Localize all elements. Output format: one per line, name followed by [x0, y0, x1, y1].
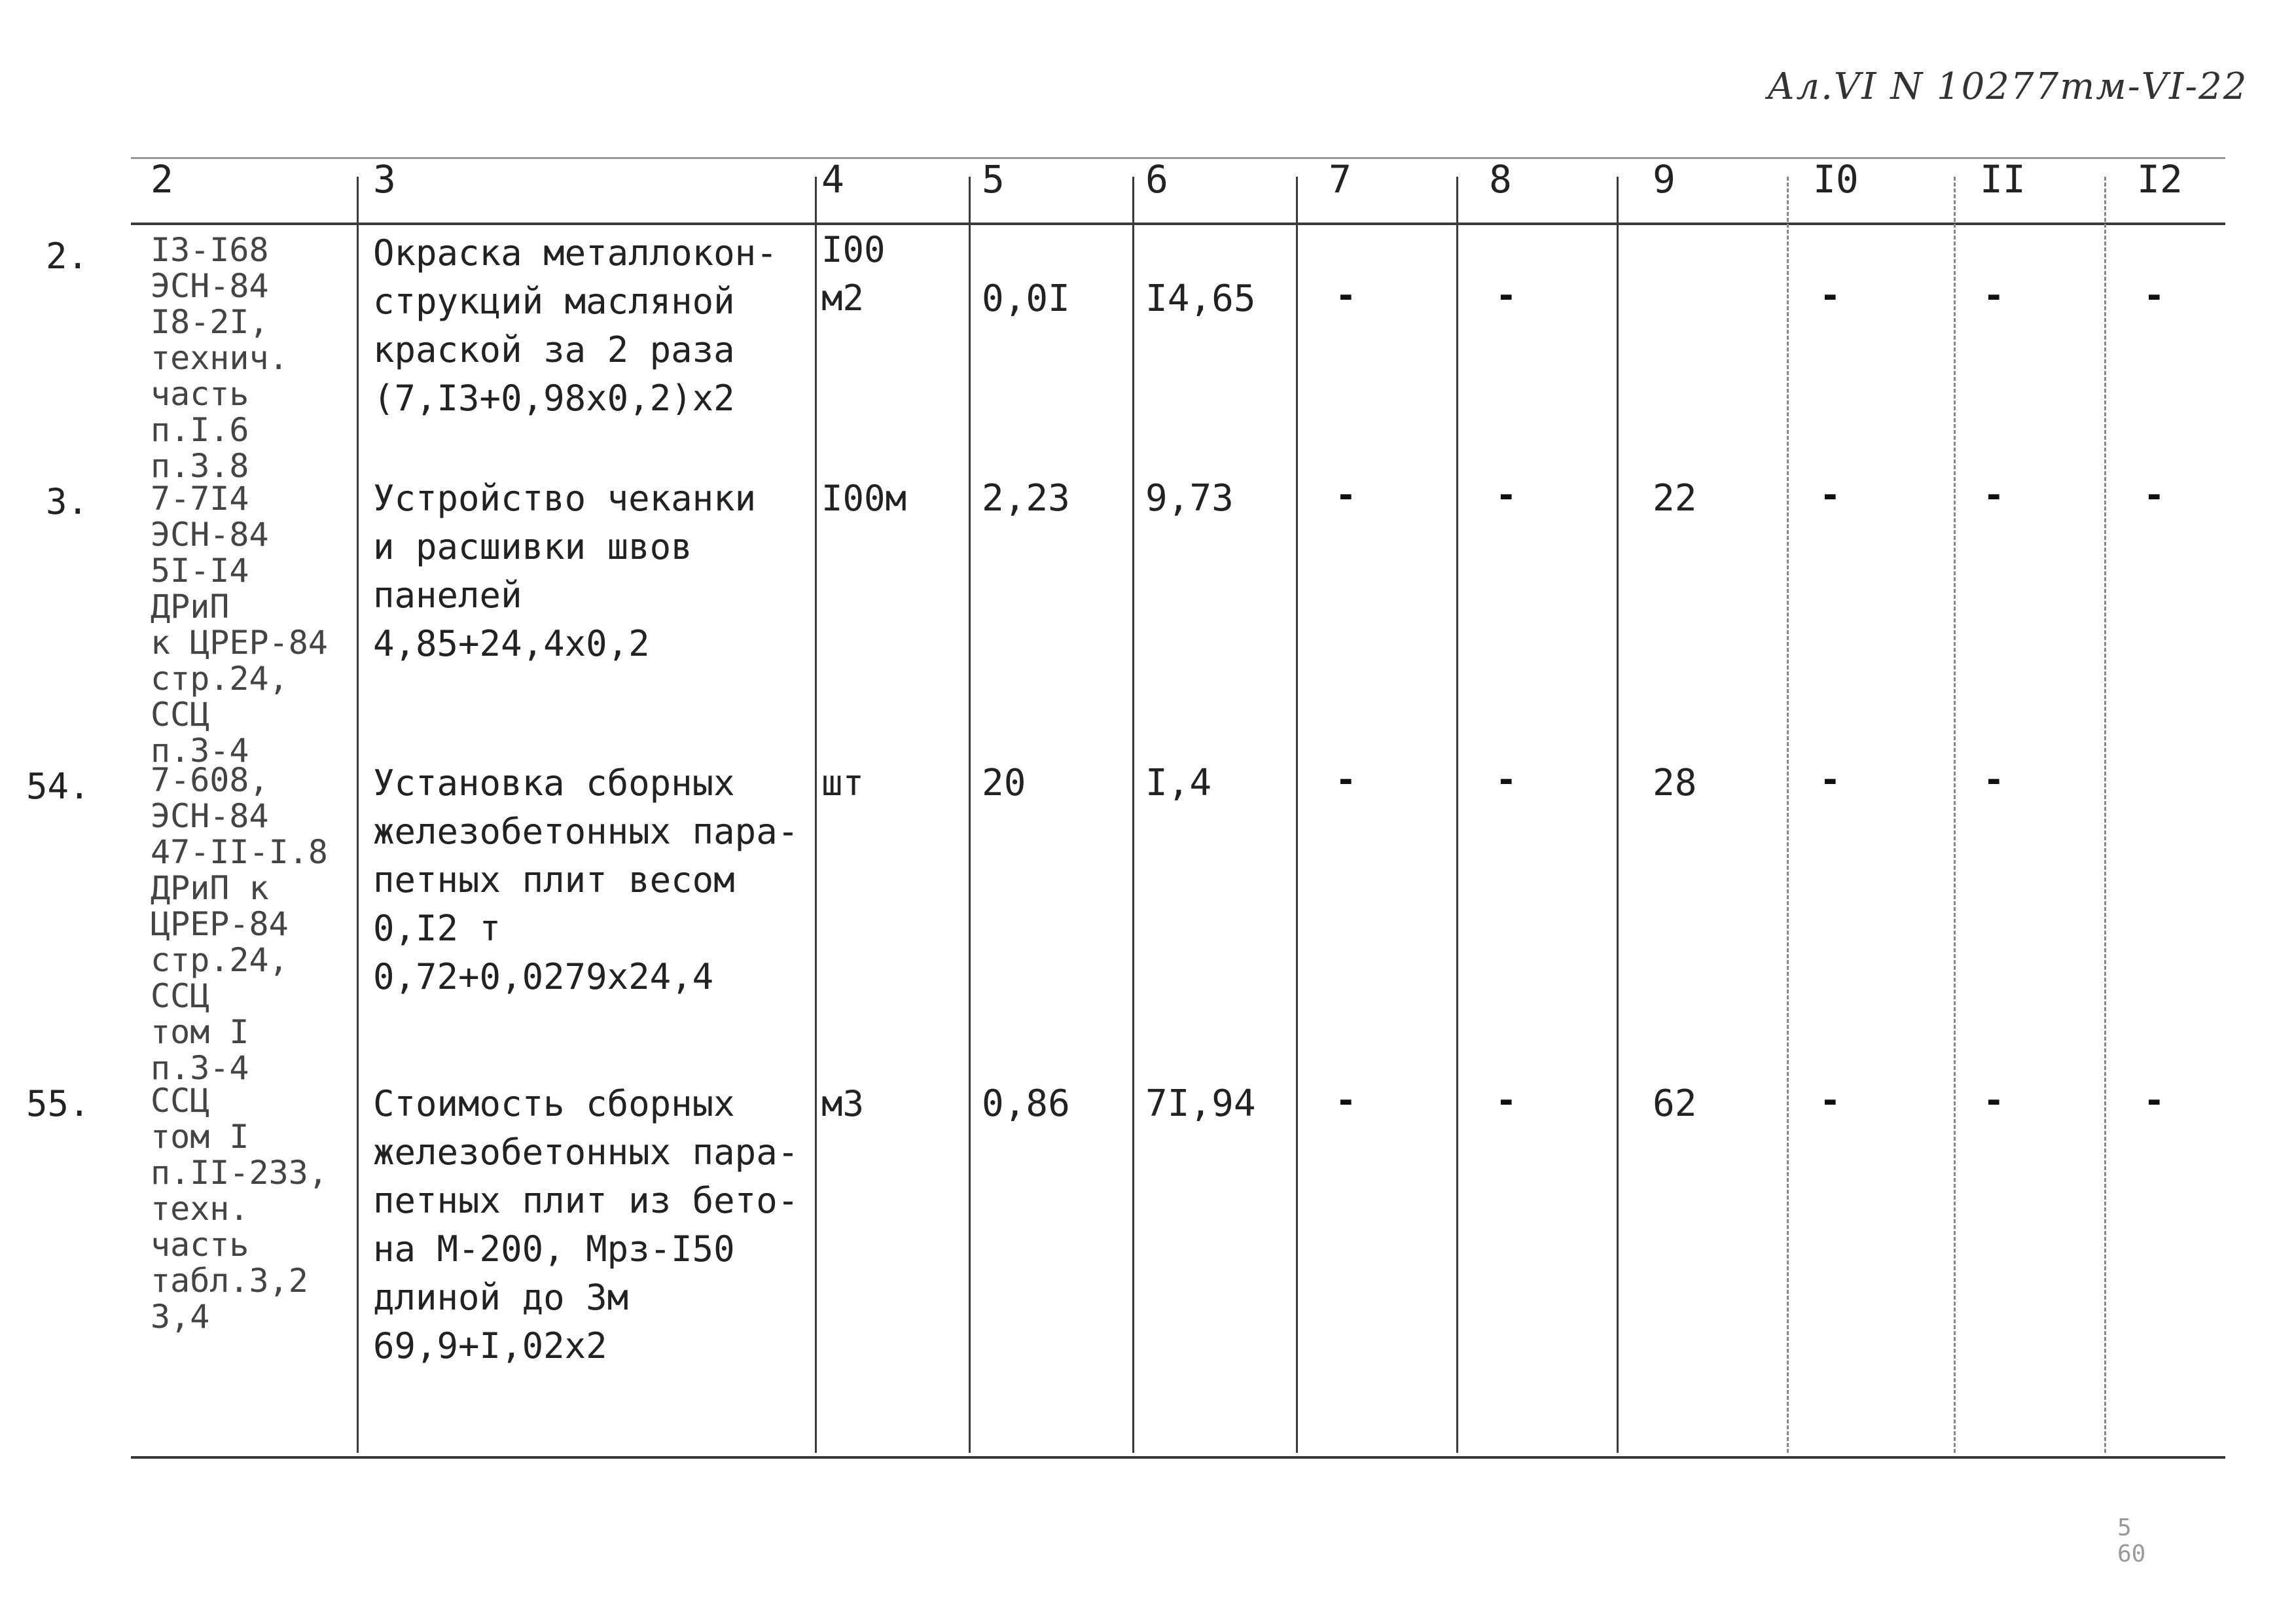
column-header-6: 6	[1145, 157, 1168, 202]
dash-mark: -	[1335, 474, 1357, 516]
document-code-stamp: Ал.VI N 10277тм-VI-22	[1767, 65, 2248, 108]
wage-value: 28	[1653, 762, 1697, 804]
column-divider	[969, 177, 971, 1453]
dash-mark: -	[1983, 1080, 2005, 1121]
row-number: 55.	[26, 1083, 90, 1124]
column-header-3: 3	[373, 157, 396, 202]
cost-value: 7I,94	[1145, 1082, 1256, 1125]
dash-mark: -	[1820, 275, 1841, 316]
dash-mark: -	[1335, 1080, 1357, 1121]
dash-mark: -	[2144, 1080, 2165, 1121]
column-divider	[1617, 177, 1619, 1453]
work-description: Стоимость сборных железобетонных пара- петных плит из бето- на М-200, Мрз-I50 длиной до 3м 69,9+I,02х2	[373, 1083, 799, 1366]
header-bottom-rule	[131, 223, 2225, 225]
normative-reference: 7-7I4 ЭСН-84 5I-I4 ДРиП к ЦРЕР-84 стр.24, ССЦ п.3-4	[151, 480, 328, 770]
column-divider	[1132, 177, 1134, 1453]
unit-of-measure: I00 м2	[821, 229, 886, 319]
unit-of-measure: I00м	[821, 478, 907, 519]
wage-value: 22	[1653, 477, 1697, 520]
header-top-rule	[131, 157, 2225, 159]
quantity-value: 20	[982, 762, 1026, 804]
column-header-11: II	[1980, 157, 2026, 202]
table-bottom-rule	[131, 1456, 2225, 1459]
column-divider	[1296, 177, 1298, 1453]
column-header-4: 4	[821, 157, 844, 202]
unit-of-measure: шт	[821, 762, 865, 804]
cost-value: I4,65	[1145, 277, 1256, 320]
page-corner-mark: 5 60	[2117, 1514, 2146, 1567]
dash-mark: -	[1983, 474, 2005, 516]
dash-mark: -	[1820, 1080, 1841, 1121]
column-header-2: 2	[151, 157, 173, 202]
work-description: Окраска металлокон- струкций масляной краской за 2 раза (7,I3+0,98х0,2)х2	[373, 232, 778, 419]
dash-mark: -	[2144, 474, 2165, 516]
normative-reference: 7-608, ЭСН-84 47-II-I.8 ДРиП к ЦРЕР-84 стр.24, ССЦ том I п.3-4	[151, 761, 328, 1087]
dash-mark: -	[1496, 474, 1517, 516]
dash-mark: -	[1820, 474, 1841, 516]
dash-mark: -	[1820, 759, 1841, 800]
quantity-value: 0,86	[982, 1082, 1070, 1125]
row-number: 3.	[46, 481, 89, 522]
normative-reference: ССЦ том I п.II-233, техн. часть табл.3,2 3,4	[151, 1082, 328, 1336]
column-divider	[1456, 177, 1458, 1453]
dash-mark: -	[1496, 275, 1517, 316]
dash-mark: -	[2144, 275, 2165, 316]
dash-mark: -	[1335, 759, 1357, 800]
column-header-8: 8	[1489, 157, 1512, 202]
row-number: 54.	[26, 766, 90, 807]
column-divider	[815, 177, 817, 1453]
column-header-9: 9	[1653, 157, 1676, 202]
column-header-12: I2	[2137, 157, 2183, 202]
unit-of-measure: м3	[821, 1083, 865, 1124]
cost-value: I,4	[1145, 762, 1212, 804]
work-description: Устройство чеканки и расшивки швов панелей 4,85+24,4х0,2	[373, 478, 757, 664]
quantity-value: 0,0I	[982, 277, 1070, 320]
dash-mark: -	[1496, 1080, 1517, 1121]
cost-value: 9,73	[1145, 477, 1234, 520]
column-divider	[1954, 177, 1956, 1453]
wage-value: 62	[1653, 1082, 1697, 1125]
work-description: Установка сборных железобетонных пара- петных плит весом 0,I2 т 0,72+0,0279х24,4	[373, 762, 799, 997]
dash-mark: -	[1983, 275, 2005, 316]
dash-mark: -	[1983, 759, 2005, 800]
dash-mark: -	[1335, 275, 1357, 316]
dash-mark: -	[1496, 759, 1517, 800]
column-divider	[1787, 177, 1789, 1453]
row-number: 2.	[46, 236, 89, 277]
column-header-5: 5	[982, 157, 1005, 202]
column-header-7: 7	[1329, 157, 1352, 202]
normative-reference: I3-I68 ЭСН-84 I8-2I, технич. часть п.I.6 п.3.8	[151, 231, 289, 485]
quantity-value: 2,23	[982, 477, 1070, 520]
column-divider	[2104, 177, 2106, 1453]
column-header-10: I0	[1813, 157, 1859, 202]
column-divider	[357, 177, 359, 1453]
